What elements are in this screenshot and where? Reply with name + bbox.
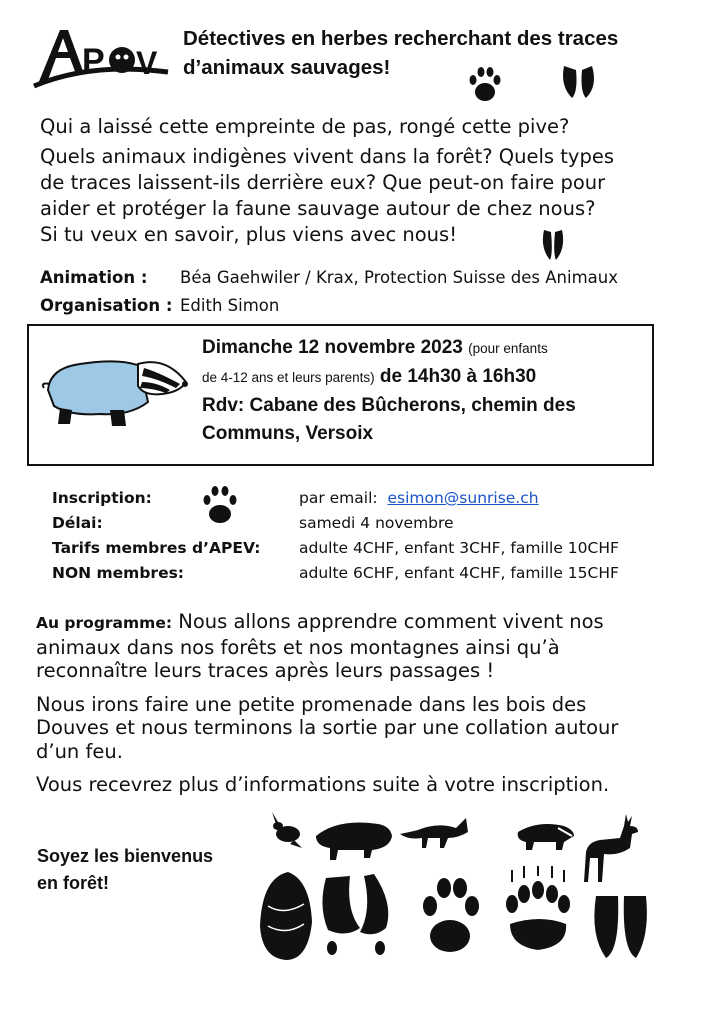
organisation-label: Organisation : [40,296,173,315]
boar-track-icon [322,874,388,955]
title-line-1: Détectives en herbes recherchant des traces [183,27,619,50]
delai-label: Délai: [52,514,103,532]
event-details [202,334,647,448]
delai-value: samedi 4 novembre [299,514,454,532]
fox-icon [400,818,468,848]
program-line: Douves et nous terminons la sortie par une collation autour [36,716,619,739]
intro-line: Si tu veux en savoir, plus viens avec nous! [40,223,458,246]
nonmembers-label: NON membres: [52,564,185,582]
event-rdv-2: Communs, Versoix [202,423,374,444]
svg-text:P: P [82,42,105,80]
program-line: Nous irons faire une petite promenade dans les bois des [36,692,587,716]
boar-icon [316,823,392,861]
event-rdv-1: Rdv: Cabane des Bûcherons, chemin des [202,395,576,416]
event-audience-a: (pour enfants [468,341,548,356]
animation-value: Béa Gaehwiler / Krax, Protection Suisse des Animaux [180,268,618,287]
fox-track-icon [423,878,479,952]
badger-icon [518,824,574,850]
intro-text [40,114,670,248]
program-line: reconnaître leurs traces après leurs passages ! [36,659,495,682]
intro-line: Quels animaux indigènes vivent dans la forêt? Quels types [40,145,614,168]
intro-line: de traces laissent-ils derrière eux? Que peut-on faire pour [40,171,606,194]
svg-text:V: V [136,45,158,81]
title-line-2: d’animaux sauvages! [183,56,391,79]
welcome-line-1: Soyez les bienvenus [37,846,214,866]
event-time: de 14h30 à 16h30 [379,366,537,387]
members-label: Tarifs membres d’APEV: [52,539,261,557]
paw-print-icon [468,64,502,104]
program-line: animaux dans nos forêts et nos montagnes ainsi qu’à [36,635,560,659]
event-date: Dimanche 12 novembre 2023 [202,337,463,358]
program-line: Vous recevrez plus d’informations suite à votre inscription. [36,773,610,796]
inscription-prefix: par email: [299,489,378,507]
registration-details [52,486,672,586]
nonmembers-value: adulte 6CHF, enfant 4CHF, famille 15CHF [299,564,619,582]
credits [40,264,618,320]
members-value: adulte 4CHF, enfant 3CHF, famille 10CHF [299,539,619,557]
inscription-label: Inscription: [52,489,152,507]
welcome-line-2: en forêt! [37,873,109,893]
intro-line: aider et protéger la faune sauvage autour de chez nous? [40,197,596,220]
email-link[interactable]: esimon@sunrise.ch [387,489,539,507]
event-audience-b: de 4-12 ans et leurs parents) [202,370,375,385]
badger-illustration [40,346,190,430]
animation-label: Animation : [40,268,148,287]
hare-track-icon [260,872,312,960]
program-line: Nous allons apprendre comment vivent nos [178,610,604,633]
welcome-text [37,843,257,897]
hare-icon [272,812,302,848]
program-lead: Au programme: [36,614,173,632]
deer-track-icon [594,896,647,958]
track-prints [254,866,674,962]
program-section [36,610,676,807]
organisation-value: Edith Simon [180,296,280,315]
hoof-print-icon [558,62,598,104]
badger-track-icon [506,866,570,950]
apev-logo [32,22,172,92]
intro-line: Qui a laissé cette empreinte de pas, rongé cette pive? [40,115,570,138]
program-line: d’un feu. [36,739,123,763]
